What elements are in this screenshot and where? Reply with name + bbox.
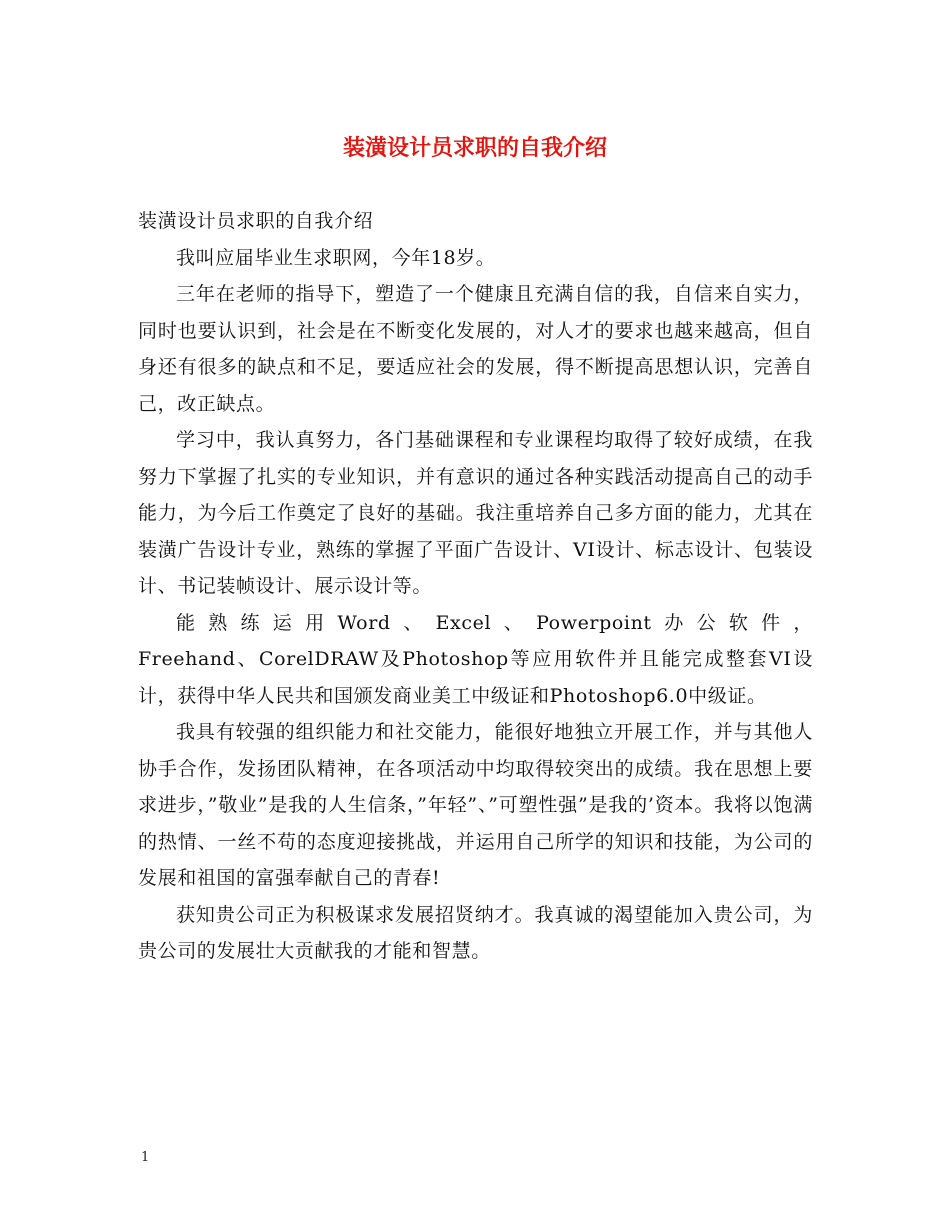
- paragraph-intro: 我叫应届毕业生求职网，今年18岁。: [176, 246, 496, 269]
- intro-heading-line: 装潢设计员求职的自我介绍: [138, 210, 374, 232]
- paragraph-software-rest: Freehand、CorelDRAW及Photoshop等应用软件并且能完成整套VI设计，获得中华人民共和国颁发商业美工中级证和Photoshop6.0中级证。: [138, 648, 813, 707]
- page-number: 1: [141, 1150, 150, 1165]
- paragraph-closing: 获知贵公司正为积极谋求发展招贤纳才。我真诚的渴望能加入贵公司，为贵公司的发展壮大贡献我的才能和智慧。: [138, 903, 813, 962]
- paragraph-self-confidence: 三年在老师的指导下，塑造了一个健康且充满自信的我，自信来自实力，同时也要认识到，社会是在不断变化发展的，对人才的要求也越来越高，但自身还有很多的缺点和不足，要适应社会的发展，得不断提高思想认识，完善自己，改正缺点。: [138, 283, 813, 415]
- paragraph-software-line1: 能熟练运用Word、Excel、Powerpoint办公软件，: [176, 611, 813, 634]
- paragraph-abilities: 我具有较强的组织能力和社交能力，能很好地独立开展工作，并与其他人协手合作，发扬团队精神，在各项活动中均取得较突出的成绩。我在思想上要求进步，”敬业”是我的人生信条，”年轻”、”可塑性强”是我的’资本。我将以饱满的热情、一丝不苟的态度迎接挑战，并运用自己所学的知识和技能，为公司的发展和祖国的富强奉献自己的青春!: [138, 721, 813, 889]
- document-title: 装潢设计员求职的自我介绍: [342, 135, 607, 161]
- document-body: [138, 203, 813, 970]
- paragraph-study: 学习中，我认真努力，各门基础课程和专业课程均取得了较好成绩，在我努力下掌握了扎实的专业知识，并有意识的通过各种实践活动提高自己的动手能力，为今后工作奠定了良好的基础。我注重培养自己多方面的能力，尤其在装潢广告设计专业，熟练的掌握了平面广告设计、VI设计、标志设计、包装设计、书记装帧设计、展示设计等。: [138, 429, 813, 597]
